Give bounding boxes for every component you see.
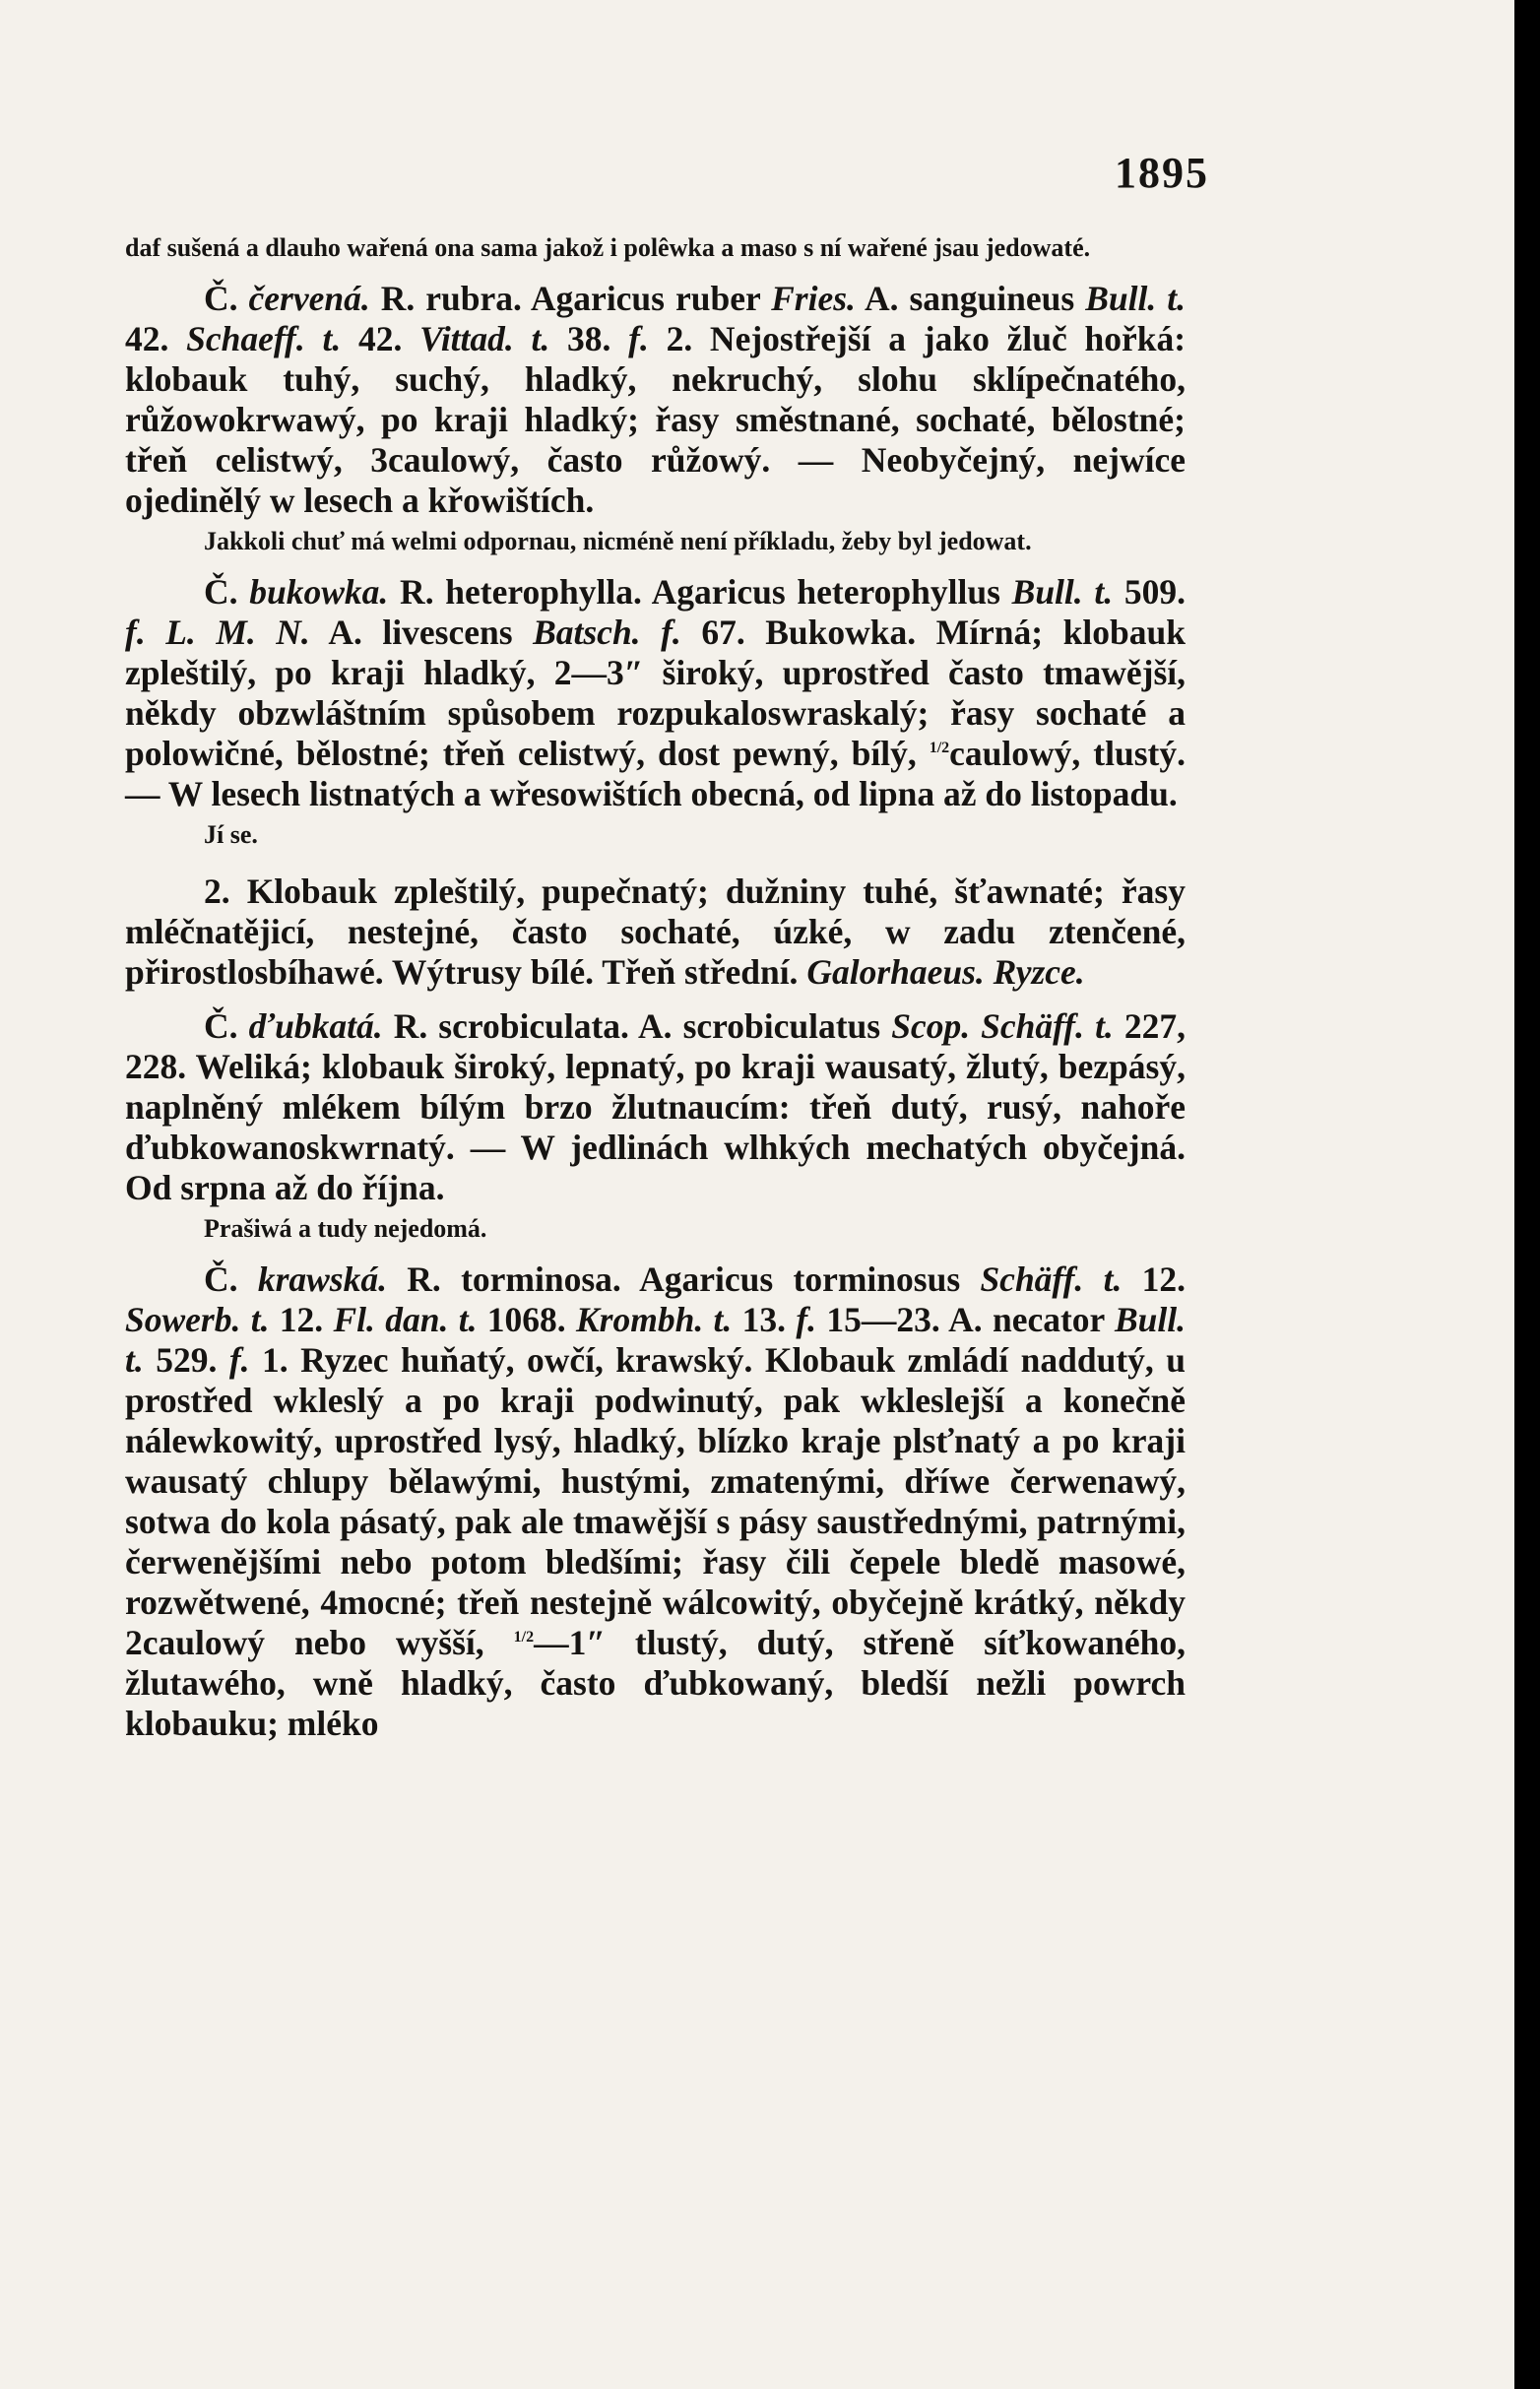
text-run: 38. [549, 319, 629, 358]
text-run: 12. [1122, 1259, 1187, 1299]
text-run: R. torminosa. Agaricus torminosus [387, 1259, 981, 1299]
entry-cervena [125, 279, 1186, 521]
author-reference: Krombh. t. [576, 1300, 733, 1339]
paragraph-continuation [125, 231, 1186, 265]
text-run: A. sanguineus [855, 279, 1086, 318]
page-number: 1895 [1115, 149, 1209, 197]
author-reference: Sowerb. t. [125, 1300, 270, 1339]
text-run: 2. Nejostřejší a jako žluč hořká: klobauk tuhý, suchý, hladký, nekruchý, slohu sklípečnatého, růžowokrwawý, po kraji hladký; řasy směstnané, sochaté, bělostné; třeň celistwý, 3caulowý, často růžowý. — Neobyčejný, nejwíce ojedinělý w lesech a křowištích. [125, 319, 1187, 520]
author-reference: Bull. t. [1085, 279, 1186, 318]
species-name: bukowka. [249, 572, 389, 612]
text-run: R. scrobiculata. A. scrobiculatus [382, 1006, 892, 1046]
text-run: caulowý, tlustý. — W lesech listnatých a wřesowištích obecná, od lipna až do listopadu. [125, 734, 1186, 813]
species-name: červená. [248, 279, 370, 318]
author-reference: f. L. M. N. [125, 613, 310, 652]
author-reference: Vittad. t. [419, 319, 550, 358]
text-run: 529. [143, 1340, 229, 1380]
text-run: 509. [1113, 572, 1187, 612]
text-run: Jakkoli chuť má welmi odpornau, nicméně není příkladu, žeby byl jedowat. [204, 527, 1032, 555]
entry-krawska [125, 1259, 1186, 1744]
author-reference: Schaeff. t. [186, 319, 342, 358]
text-run: 42. [341, 319, 420, 358]
text-run: Č. [204, 1006, 249, 1046]
text-run: daf sušená a dlauho wařená ona sama jakož i polêwka a maso s ní wařené jsau jedowaté. [125, 233, 1091, 262]
section-galorhaeus [125, 872, 1186, 993]
author-reference: Batsch. f. [533, 613, 681, 652]
author-reference: Fl. dan. t. [333, 1300, 478, 1339]
text-run: R. heterophylla. Agaricus heterophyllus [388, 572, 1012, 612]
note-dubkata [125, 1212, 1186, 1246]
species-name: ďubkatá. [248, 1006, 383, 1046]
text-run: Č. [204, 279, 249, 318]
entry-dubkata [125, 1006, 1186, 1208]
author-reference: Schäff. t. [980, 1259, 1123, 1299]
fraction-half: 1/2 [513, 1629, 535, 1646]
text-run: 13. [732, 1300, 797, 1339]
text-run: 227, 228. Weliká; klobauk široký, lepnatý, po kraji wausatý, žlutý, bezpásý, naplněný mlékem bílým brzo žlutnaucím: třeň dutý, rusý, nahoře ďubkowanoskwrnatý. — W jedlinách wlhkých mechatých obyčejná. Od srpna až do října. [125, 1006, 1187, 1207]
text-run: 15—23. A. necator [816, 1300, 1115, 1339]
fraction-half: 1/2 [929, 740, 950, 757]
text-run: 1. Ryzec huňatý, owčí, krawský. Klobauk zmládí naddutý, u prostřed wkleslý a po kraji podwinutý, pak wkleslejší a konečně nálewkowitý, uprostřed lysý, hladký, blízko kraje plsťnatý a po kraji wausatý chlupy bělawými, hustými, zmatenými, dříwe čerwenawý, sotwa do kola pásatý, pak ale tmawější s pásy saustřednými, patrnými, čerwenějšími nebo potom bledšími; řasy čili čepele bledě masowé, rozwětwené, 4mocné; třeň nestejně wálcowitý, obyčejně krátký, někdy 2caulowý nebo wyšší, [125, 1340, 1186, 1662]
species-name: krawská. [257, 1259, 387, 1299]
author-reference: Bull. t. [125, 1300, 1187, 1380]
author-reference: Scop. Schäff. t. [891, 1006, 1114, 1046]
note-bukowka [125, 818, 1186, 852]
author-reference: Bull. t. [1011, 572, 1114, 612]
text-run: 12. [269, 1300, 334, 1339]
body-text [125, 231, 1186, 1744]
text-run: Prašiwá a tudy nejedomá. [204, 1214, 487, 1243]
author-reference: f. [796, 1300, 817, 1339]
text-run: Jí se. [204, 820, 258, 849]
entry-bukowka [125, 572, 1186, 814]
author-reference: Fries. [771, 279, 856, 318]
text-run: 42. [125, 319, 187, 358]
author-reference: f. [228, 1340, 250, 1380]
author-reference: f. [628, 319, 649, 358]
text-run: A. livescens [309, 613, 534, 652]
text-run: 1068. [477, 1300, 576, 1339]
text-run: 2. Klobauk zpleštilý, pupečnatý; dužniny tuhé, šťawnaté; řasy mléčnatějicí, nestejné, často sochaté, úzké, w zadu ztenčené, přirostlosbíhawé. Wýtrusy bílé. Třeň střední. [125, 872, 1186, 992]
note-cervena [125, 525, 1186, 558]
text-run: —1″ tlustý, dutý, střeně síťkowaného, žlutawého, wně hladký, často ďubkowaný, bledší nežli powrch klobauku; mléko [125, 1623, 1186, 1743]
text-run: 67. Bukowka. Mírná; klobauk zpleštilý, po kraji hladký, 2—3″ široký, uprostřed často tmawější, někdy obzwláštním spůsobem rozpukaloswraskalý; řasy sochaté a polowičné, bělostné; třeň celistwý, dost pewný, bílý, [125, 613, 1186, 773]
text-run: Č. [204, 1259, 258, 1299]
text-run: Č. [204, 572, 250, 612]
genus-name: Galorhaeus. Ryzce. [806, 952, 1085, 992]
text-run: R. rubra. Agaricus ruber [369, 279, 772, 318]
